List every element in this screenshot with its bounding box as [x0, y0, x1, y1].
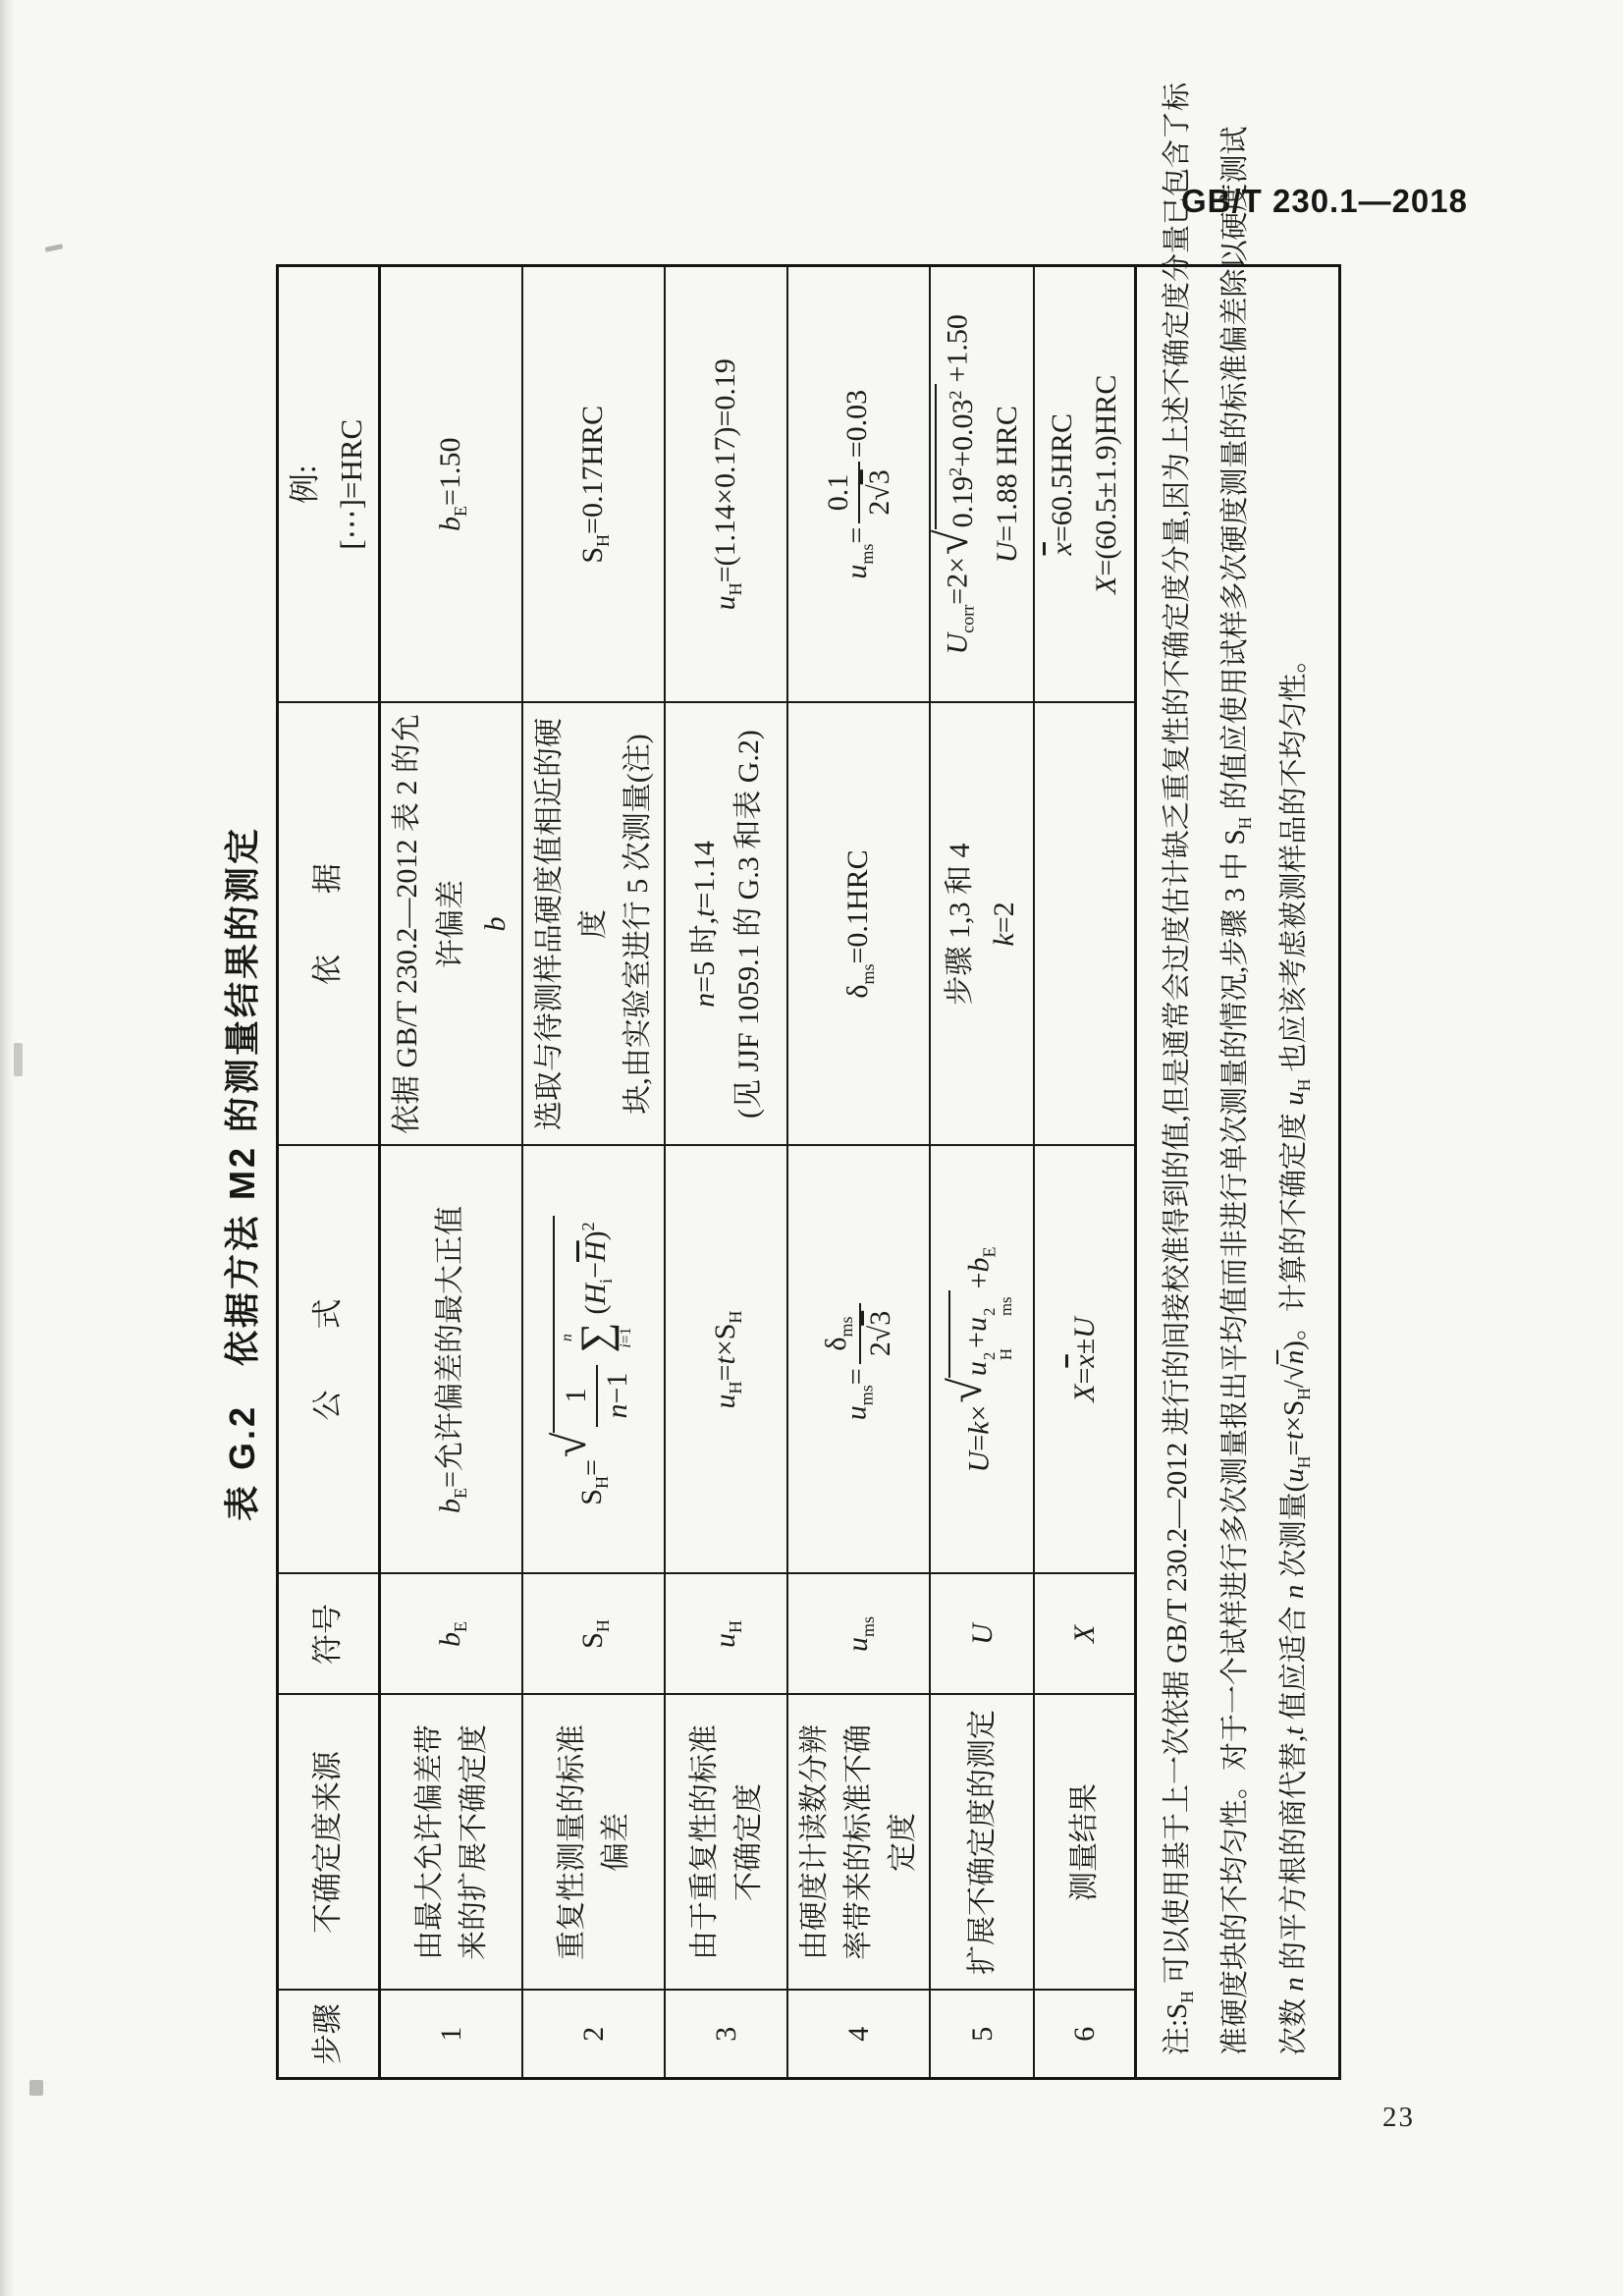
- note-line: 次数 n 的平方根的商代替,t 值应适合 n 次测量$(u_H=t\times S_H/√n)$。计算的不确定度 $u_H$ 也应该考虑被测样品的不均匀性。: [1278, 644, 1314, 2055]
- basis-cell: [1034, 703, 1135, 1146]
- col-header-example: 例: [⋯]=HRC: [278, 266, 380, 703]
- source-cell: 由硬度计读数分辨 率带来的标准不确 定度: [787, 1695, 930, 1991]
- table-title: 表 G.2 依据方法 M2 的测量结果的测定: [222, 825, 262, 1522]
- formula-cell: $u_{ms}=$ $\delta_{ms}$ 2√3: [787, 1146, 930, 1574]
- table-row: [930, 266, 1034, 2079]
- basis-cell: 依据 GB/T 230.2—2012 表 2 的允许偏差 b: [380, 703, 523, 1146]
- table-row: [665, 266, 787, 2079]
- table-row: [787, 266, 930, 2079]
- source-cell: 重复性测量的标准 偏差: [522, 1695, 665, 1991]
- source-cell: 由于重复性的标准 不确定度: [665, 1695, 787, 1991]
- example-cell: $b_E=1.50$: [380, 266, 523, 703]
- step-cell: 1: [380, 1991, 523, 2079]
- example-cell: $u_{ms}=$ 0.1 2√3 =0.03: [787, 266, 930, 703]
- basis-cell: $\delta_{ms}=0.1HRC$: [787, 703, 930, 1146]
- example-cell: $\overline{x}=60.5HRC$ X=(60.5±1.9)HRC: [1034, 266, 1135, 703]
- scan-speck: [14, 1043, 23, 1076]
- symbol-cell: $u_H$: [665, 1574, 787, 1695]
- col-header-symbol: 符号: [278, 1574, 380, 1695]
- note-row: [1135, 266, 1339, 2079]
- symbol-cell: $S_H$: [522, 1574, 665, 1695]
- col-header-source: 不确定度来源: [278, 1695, 380, 1991]
- formula-cell: $X=\overline{x}\pm U$: [1034, 1146, 1135, 1574]
- col-header-step: 步骤: [278, 1991, 380, 2079]
- page-number: 23: [1382, 2102, 1415, 2133]
- note-line: 注$:S_H$ 可以使用基于上一次依据 GB/T 230.2—2012 进行的间接校准得到的值,但是通常会过度估计缺乏重复性的不确定度分量,因为上述不确定度分量已包含了标: [1161, 82, 1197, 2055]
- basis-cell: 步骤 1,3 和 4 k=2: [930, 703, 1034, 1146]
- symbol-cell: $b_E$: [380, 1574, 523, 1695]
- source-cell: 测量结果: [1034, 1695, 1135, 1991]
- rotated-table-block: [221, 82, 1314, 2080]
- source-cell: 由最大允许偏差带 来的扩展不确定度: [380, 1695, 523, 1991]
- step-cell: 4: [787, 1991, 930, 2079]
- source-cell: 扩展不确定度的测定: [930, 1695, 1034, 1991]
- scan-edge-shadow: [0, 0, 14, 2296]
- symbol-cell: $u_{ms}$: [787, 1574, 930, 1695]
- scan-speck: [45, 244, 64, 252]
- example-cell: $U_{corr}=2\times$ √ $0.19^2+0.03^2$ +1.50 U=1.88 HRC: [930, 266, 1034, 703]
- formula-cell: $b_E=$允许偏差的最大正值: [380, 1146, 523, 1574]
- table-row: [380, 266, 523, 2079]
- note-line: 准硬度块的不均匀性。对于一个试样进行多次测量报出平均值而非进行单次测量的情况,步骤 3 中 $S_H$ 的值应使用试样多次硬度测量的标准偏差除以硬度测试: [1219, 126, 1256, 2055]
- standard-number: GB/T 230.1—2018: [1181, 183, 1468, 219]
- step-cell: 6: [1034, 1991, 1135, 2079]
- symbol-cell: U: [930, 1574, 1034, 1695]
- example-cell: $u_H=(1.14\times 0.17)=0.19$: [665, 266, 787, 703]
- step-cell: 5: [930, 1991, 1034, 2079]
- step-cell: 2: [522, 1991, 665, 2079]
- header-row: [278, 266, 380, 2079]
- step-cell: 3: [665, 1991, 787, 2079]
- basis-cell: 选取与待测样品硬度值相近的硬度 块,由实验室进行 5 次测量(注): [522, 703, 665, 1146]
- scan-speck: [29, 2080, 43, 2096]
- formula-cell: $S_H=$ √ 1 n−1 n ∑ i=1 $(H_i-\overline{H})^2$: [522, 1146, 665, 1574]
- col-header-formula: 公 式: [278, 1146, 380, 1574]
- table-row: [522, 266, 665, 2079]
- example-cell: $S_H=0.17HRC$: [522, 266, 665, 703]
- symbol-cell: X: [1034, 1574, 1135, 1695]
- formula-cell: $u_H=t\times S_H$: [665, 1146, 787, 1574]
- basis-cell: n=5 时,t=1.14 (见 JJF 1059.1 的 G.3 和表 G.2): [665, 703, 787, 1146]
- formula-cell: U=k× √ u 2 H +u 2 ms $+b_E$: [930, 1146, 1034, 1574]
- table-row: [1034, 266, 1135, 2079]
- col-header-basis: 依 据: [278, 703, 380, 1146]
